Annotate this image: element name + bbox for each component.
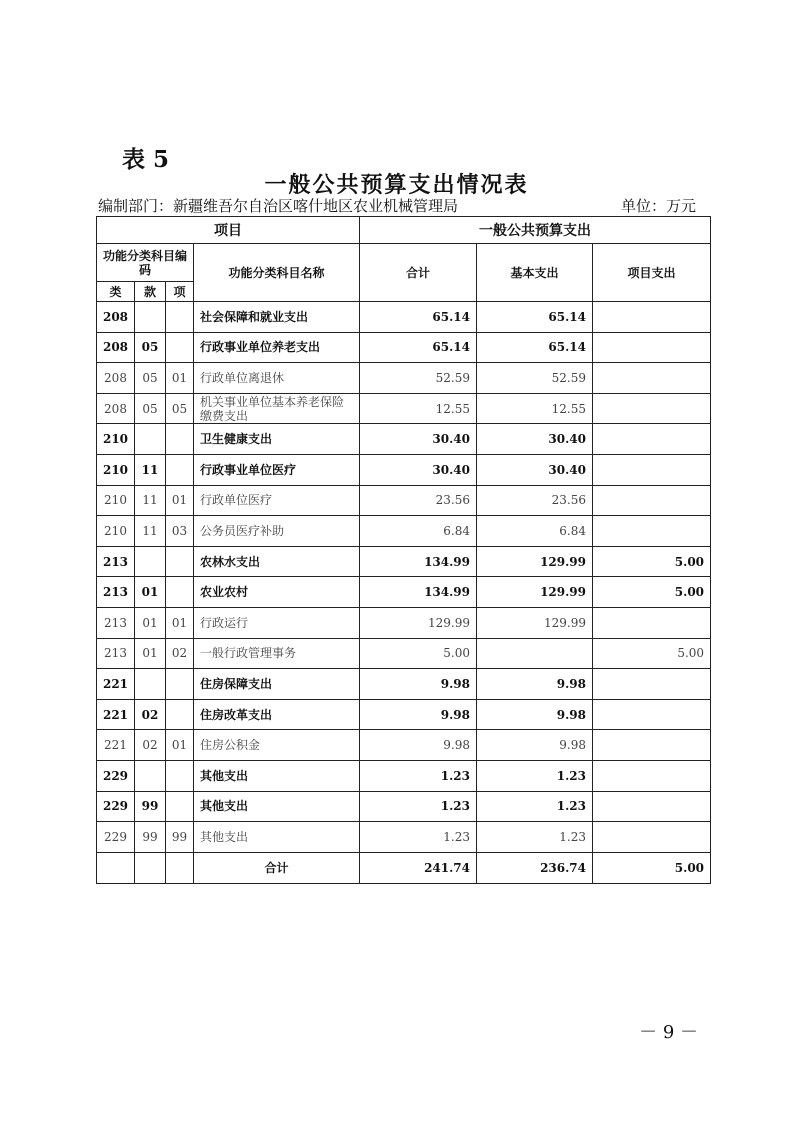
- table-row: [97, 393, 711, 424]
- table-row: [97, 607, 711, 638]
- cell-total: 129.99: [360, 607, 477, 638]
- table-row: [97, 699, 711, 730]
- cell-kuan: 05: [135, 363, 166, 394]
- cell-lei: 229: [97, 822, 135, 853]
- cell-total: 9.98: [360, 730, 477, 761]
- cell-basic: 65.14: [477, 302, 593, 333]
- cell-xiang: [166, 577, 194, 608]
- cell-basic: 30.40: [477, 424, 593, 455]
- page-number: － 9 －: [639, 1022, 698, 1043]
- cell-name: 一般行政管理事务: [194, 638, 360, 669]
- unit-label: 单位：万元: [620, 197, 696, 215]
- cell-name: 行政单位医疗: [194, 485, 360, 516]
- page-title: 一般公共预算支出情况表: [264, 172, 529, 198]
- cell-total: 134.99: [360, 577, 477, 608]
- cell-name: 其他支出: [194, 791, 360, 822]
- header-kuan: 款: [135, 282, 166, 302]
- cell-xiang: [166, 760, 194, 791]
- cell-name: 住房保障支出: [194, 669, 360, 700]
- cell-basic: 52.59: [477, 363, 593, 394]
- table-row: [97, 546, 711, 577]
- cell-total: 23.56: [360, 485, 477, 516]
- cell-name: 行政单位离退休: [194, 363, 360, 394]
- cell-kuan: 05: [135, 332, 166, 363]
- total-basic: 236.74: [477, 852, 593, 883]
- cell-kuan: 01: [135, 577, 166, 608]
- cell-xiang: [166, 332, 194, 363]
- cell-total: 5.00: [360, 638, 477, 669]
- cell-xiang: 02: [166, 638, 194, 669]
- table-row: [97, 302, 711, 333]
- cell-lei: 208: [97, 363, 135, 394]
- cell-lei: 213: [97, 607, 135, 638]
- header-item: 项目支出: [593, 244, 711, 302]
- cell-kuan: 11: [135, 516, 166, 547]
- cell-kuan: 11: [135, 454, 166, 485]
- cell-kuan: 02: [135, 699, 166, 730]
- total-label: 合计: [194, 852, 360, 883]
- cell-total: 30.40: [360, 454, 477, 485]
- header-budget-expense: 一般公共预算支出: [360, 217, 711, 244]
- cell-xiang: 03: [166, 516, 194, 547]
- cell-project: [593, 332, 711, 363]
- cell-kuan: [135, 760, 166, 791]
- header-xiang: 项: [166, 282, 194, 302]
- cell-total: 9.98: [360, 669, 477, 700]
- cell-project: [593, 760, 711, 791]
- table-row: [97, 730, 711, 761]
- cell-kuan: [135, 546, 166, 577]
- cell-kuan: 05: [135, 393, 166, 424]
- table-row: [97, 791, 711, 822]
- cell-lei: 213: [97, 577, 135, 608]
- cell-name: 农业农村: [194, 577, 360, 608]
- department-label: 编制部门：新疆维吾尔自治区喀什地区农业机械管理局: [98, 197, 459, 215]
- cell-name: 其他支出: [194, 822, 360, 853]
- cell-project: [593, 669, 711, 700]
- cell-xiang: 01: [166, 485, 194, 516]
- cell-name: 住房公积金: [194, 730, 360, 761]
- cell-kuan: [135, 424, 166, 455]
- cell-basic: 6.84: [477, 516, 593, 547]
- cell-project: [593, 485, 711, 516]
- cell-name: 社会保障和就业支出: [194, 302, 360, 333]
- cell-project: [593, 730, 711, 761]
- cell-lei: 208: [97, 302, 135, 333]
- table-row: [97, 760, 711, 791]
- cell-name: 行政事业单位医疗: [194, 454, 360, 485]
- cell-total: 65.14: [360, 332, 477, 363]
- cell-xiang: [166, 699, 194, 730]
- cell-total: 65.14: [360, 302, 477, 333]
- total-sum: 241.74: [360, 852, 477, 883]
- cell-basic: 129.99: [477, 546, 593, 577]
- header-project: 项目: [97, 217, 360, 244]
- cell-project: 5.00: [593, 546, 711, 577]
- cell-project: 5.00: [593, 638, 711, 669]
- cell-total: 134.99: [360, 546, 477, 577]
- cell-lei: 221: [97, 669, 135, 700]
- header-func-name: 功能分类科目名称: [194, 244, 360, 302]
- cell-basic: [477, 638, 593, 669]
- cell-basic: 9.98: [477, 730, 593, 761]
- cell-total: 12.55: [360, 393, 477, 424]
- cell-xiang: [166, 424, 194, 455]
- cell-lei: 213: [97, 638, 135, 669]
- cell-xiang: 01: [166, 730, 194, 761]
- budget-table: [96, 216, 711, 884]
- cell-total: 30.40: [360, 424, 477, 455]
- cell-total: 1.23: [360, 791, 477, 822]
- cell-kuan: 99: [135, 791, 166, 822]
- table-row: [97, 363, 711, 394]
- cell-lei: 210: [97, 516, 135, 547]
- cell-project: [593, 454, 711, 485]
- table-label: 表 5: [122, 146, 170, 173]
- cell-basic: 65.14: [477, 332, 593, 363]
- cell-xiang: [166, 454, 194, 485]
- cell-kuan: 01: [135, 638, 166, 669]
- cell-xiang: 01: [166, 363, 194, 394]
- cell-project: [593, 302, 711, 333]
- cell-name: 机关事业单位基本养老保险缴费支出: [194, 393, 360, 424]
- table-row: [97, 669, 711, 700]
- cell-basic: 129.99: [477, 607, 593, 638]
- cell-basic: 1.23: [477, 760, 593, 791]
- cell-basic: 30.40: [477, 454, 593, 485]
- cell-total: 52.59: [360, 363, 477, 394]
- cell-total: 6.84: [360, 516, 477, 547]
- header-func-code: 功能分类科目编码: [97, 244, 194, 282]
- cell-basic: 9.98: [477, 699, 593, 730]
- header-lei: 类: [97, 282, 135, 302]
- cell-project: [593, 607, 711, 638]
- cell-kuan: 11: [135, 485, 166, 516]
- cell-kuan: 01: [135, 607, 166, 638]
- cell-name: 卫生健康支出: [194, 424, 360, 455]
- cell-xiang: [166, 669, 194, 700]
- cell-project: [593, 699, 711, 730]
- cell-lei: 213: [97, 546, 135, 577]
- cell-kuan: 02: [135, 730, 166, 761]
- cell-kuan: [135, 669, 166, 700]
- table-row: [97, 332, 711, 363]
- cell-project: [593, 822, 711, 853]
- cell-name: 其他支出: [194, 760, 360, 791]
- cell-kuan: 99: [135, 822, 166, 853]
- total-project: 5.00: [593, 852, 711, 883]
- cell-project: [593, 791, 711, 822]
- cell-project: [593, 424, 711, 455]
- cell-basic: 23.56: [477, 485, 593, 516]
- cell-total: 9.98: [360, 699, 477, 730]
- cell-lei: 210: [97, 454, 135, 485]
- cell-name: 住房改革支出: [194, 699, 360, 730]
- cell-kuan: [135, 302, 166, 333]
- cell-name: 行政事业单位养老支出: [194, 332, 360, 363]
- table-row: [97, 516, 711, 547]
- cell-project: [593, 393, 711, 424]
- table-row: [97, 822, 711, 853]
- cell-xiang: 01: [166, 607, 194, 638]
- table-row: [97, 485, 711, 516]
- cell-lei: 229: [97, 791, 135, 822]
- table-row: [97, 577, 711, 608]
- cell-xiang: [166, 791, 194, 822]
- cell-xiang: [166, 302, 194, 333]
- cell-name: 行政运行: [194, 607, 360, 638]
- cell-lei: 210: [97, 424, 135, 455]
- cell-basic: 1.23: [477, 791, 593, 822]
- cell-xiang: [166, 546, 194, 577]
- table-row: [97, 424, 711, 455]
- cell-project: 5.00: [593, 577, 711, 608]
- cell-lei: 210: [97, 485, 135, 516]
- cell-project: [593, 363, 711, 394]
- cell-basic: 12.55: [477, 393, 593, 424]
- cell-lei: 221: [97, 730, 135, 761]
- cell-lei: 208: [97, 332, 135, 363]
- cell-total: 1.23: [360, 760, 477, 791]
- cell-total: 1.23: [360, 822, 477, 853]
- cell-lei: 229: [97, 760, 135, 791]
- cell-name: 农林水支出: [194, 546, 360, 577]
- cell-name: 公务员医疗补助: [194, 516, 360, 547]
- cell-xiang: 99: [166, 822, 194, 853]
- cell-xiang: 05: [166, 393, 194, 424]
- cell-lei: 208: [97, 393, 135, 424]
- header-total: 合计: [360, 244, 477, 302]
- cell-basic: 1.23: [477, 822, 593, 853]
- cell-basic: 9.98: [477, 669, 593, 700]
- header-basic: 基本支出: [477, 244, 593, 302]
- cell-project: [593, 516, 711, 547]
- table-row: [97, 638, 711, 669]
- total-row: [97, 852, 711, 883]
- cell-basic: 129.99: [477, 577, 593, 608]
- table-row: [97, 454, 711, 485]
- cell-lei: 221: [97, 699, 135, 730]
